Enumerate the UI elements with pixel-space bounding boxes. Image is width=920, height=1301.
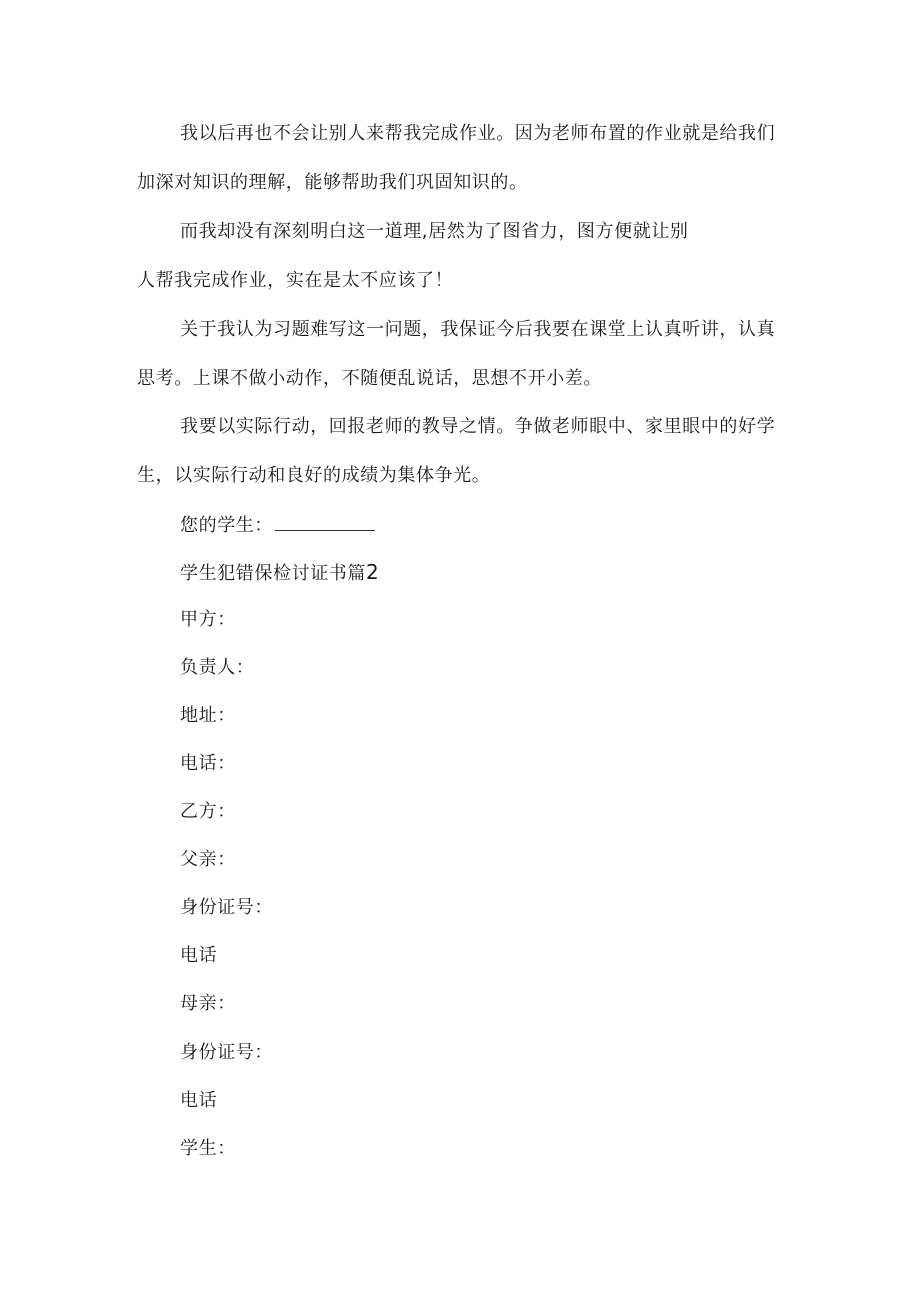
field-responsible-person: 负责人： [180,657,255,678]
paragraph-1-line-2: 加深对知识的理解，能够帮助我们巩固知识的。 [137,172,528,193]
section-heading [180,560,379,586]
paragraph-4-line-2: 生，以实际行动和良好的成绩为集体争光。 [137,465,491,486]
signature-blank [275,512,375,531]
field-father: 父亲： [180,849,236,870]
field-father-id: 身份证号： [180,897,273,918]
paragraph-1-line-1: 我以后再也不会让别人来帮我完成作业。因为老师布置的作业就是给我们 [180,123,776,144]
field-address: 地址： [180,705,236,726]
paragraph-2-line-1: 而我却没有深刻明白这一道理,居然为了图省力，图方便就让别 [180,221,689,242]
field-mother-id: 身份证号： [180,1042,273,1063]
paragraph-4-line-1: 我要以实际行动，回报老师的教导之情。争做老师眼中、家里眼中的好学 [180,416,776,437]
signature-line [180,512,375,538]
paragraph-2-line-2: 人帮我完成作业，实在是太不应该了！ [137,270,454,291]
field-mother: 母亲： [180,993,236,1014]
field-student: 学生： [180,1138,236,1159]
section-heading-text: 学生犯错保检讨证书篇 [180,563,366,584]
paragraph-3-line-1: 关于我认为习题难写这一问题，我保证今后我要在课堂上认真听讲，认真 [180,319,776,340]
paragraph-3-line-2: 思考。上课不做小动作，不随便乱说话，思想不开小差。 [137,368,602,389]
field-party-b: 乙方： [180,801,236,822]
field-mother-phone: 电话 [180,1090,218,1111]
section-heading-number: 2 [366,560,380,584]
field-father-phone: 电话 [180,945,218,966]
field-party-a: 甲方： [180,609,236,630]
signature-label: 您的学生： [180,515,273,536]
field-phone-a: 电话： [180,753,236,774]
